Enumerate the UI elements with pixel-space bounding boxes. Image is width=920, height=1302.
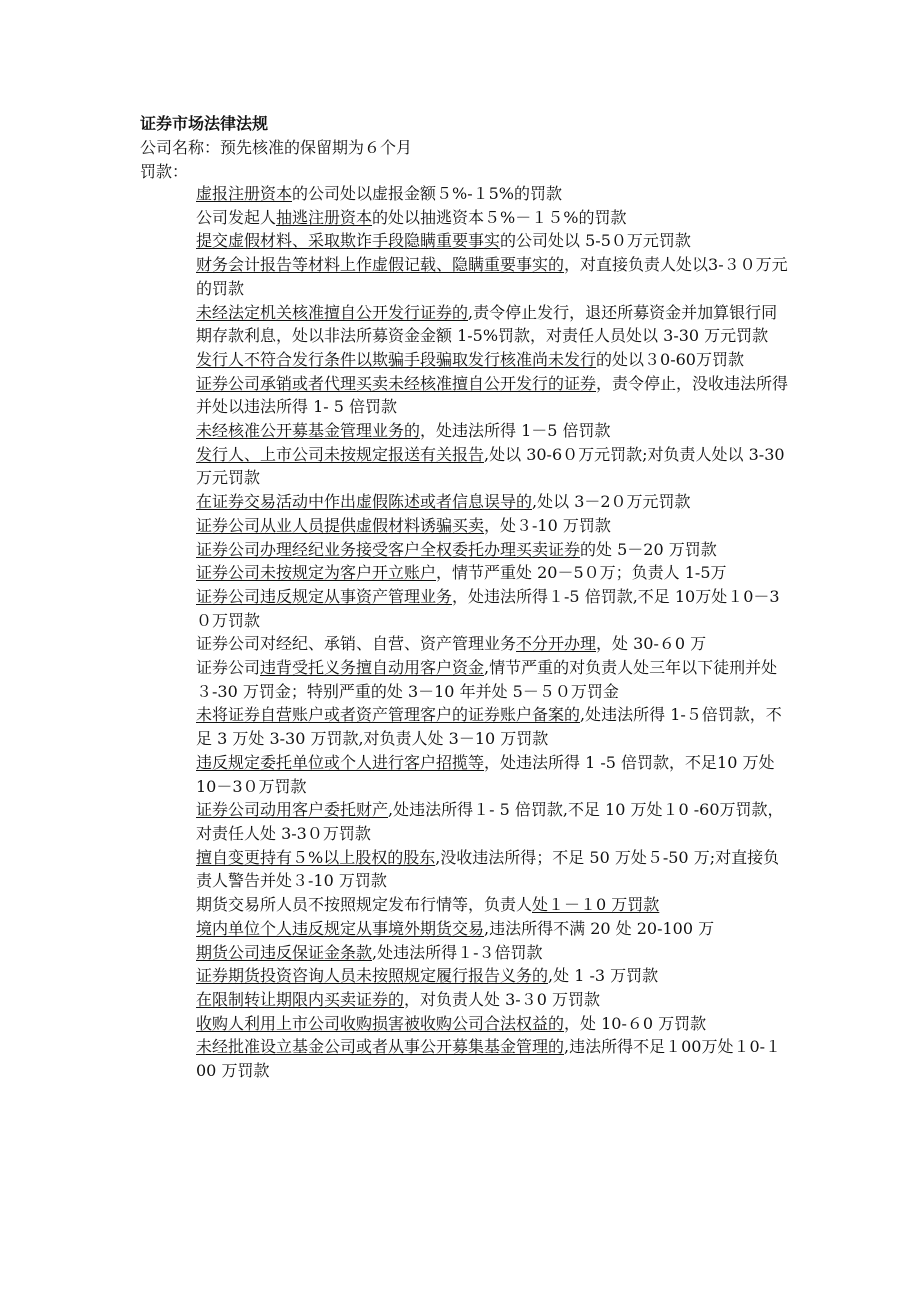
entry-violation: 期货公司违反保证金条款 — [196, 942, 373, 962]
entry-penalty: ,处违法所得１-３倍罚款 — [372, 942, 543, 962]
entry-violation: 证券公司未按规定为客户开立账户 — [196, 563, 437, 583]
entry-violation: 发行人、上市公司未按规定报送有关报告 — [196, 444, 485, 464]
entry-violation: 未将证券自营账户或者资产管理客户的证券账户备案的 — [196, 705, 581, 725]
fine-entry — [140, 703, 790, 750]
fine-entry — [140, 751, 790, 798]
entry-penalty: ,没收违法所得；不足 50 万处５-50 万;对直接负责人警告并处３-10 万罚款 — [196, 847, 780, 891]
fine-entry — [140, 443, 790, 490]
company-name-label: 公司名称： — [140, 138, 221, 157]
entry-violation: 未经核准公开募基金管理业务的 — [196, 421, 421, 441]
entry-violation: 收购人利用上市公司收购损害被收购公司合法权益的 — [196, 1013, 565, 1033]
fine-entry — [140, 253, 790, 300]
entry-penalty: ，处３-10 万罚款 — [484, 515, 611, 535]
fine-entry — [140, 964, 790, 988]
fine-entry — [140, 1012, 790, 1036]
entry-penalty: ,处以 30-6０万元罚款;对负责人处以 3-30 万元罚款 — [196, 444, 785, 488]
fine-entry — [140, 846, 790, 893]
entry-penalty: ,违法所得不足１00万处１0-１00 万罚款 — [196, 1037, 782, 1081]
entry-violation: 证券公司承销或者代理买卖未经核准擅自公开发行的证券 — [196, 373, 597, 393]
entry-penalty: ,处 1 -3 万罚款 — [548, 966, 659, 986]
entry-penalty: ，对负责人处 3-３0 万罚款 — [404, 989, 600, 1009]
entry-prefix: 证券公司对经纪、承销、自营、资产管理业务 — [196, 634, 517, 654]
entry-violation: 境内单位个人违反规定从事境外期货交易 — [196, 918, 485, 938]
fine-entry — [140, 372, 790, 419]
entry-prefix: 证券公司 — [196, 658, 261, 678]
entry-violation: 违背受托义务擅自动用客户资金 — [260, 658, 485, 678]
entry-violation: 证券公司办理经纪业务接受客户全权委托办理买卖证券 — [196, 539, 581, 559]
entry-penalty: ,违法所得不满 20 处 20-100 万 — [484, 918, 715, 938]
fine-entry — [140, 301, 790, 348]
entry-penalty: 的处以３0-60万罚款 — [596, 349, 744, 369]
entry-penalty: ,处以 3－2０万元罚款 — [532, 492, 691, 512]
entry-violation: 证券公司违反规定从事资产管理业务 — [196, 586, 453, 606]
entry-violation: 擅自变更持有５%以上股权的股东 — [196, 847, 436, 867]
company-name-line — [140, 136, 412, 160]
entry-violation: 在限制转让期限内买卖证券的 — [196, 989, 405, 1009]
entry-penalty: ,责令停止发行，退还所募资金并加算银行同期存款利息，处以非法所募资金金额 1-5%罚款，对责任人员处以 3-30 万元罚款 — [196, 302, 778, 346]
entry-violation: 证券公司动用客户委托财产 — [196, 800, 389, 820]
entry-violation: 提交虚假材料、采取欺诈手段隐瞒重要事实 — [196, 231, 501, 251]
entry-penalty: ，处 30-６0 万 — [596, 634, 707, 654]
entry-penalty: 的处 5－20 万罚款 — [580, 539, 717, 559]
entry-violation: 抽逃注册资本 — [276, 207, 373, 227]
entry-penalty: ，责令停止，没收违法所得并处以违法所得 1- 5 倍罚款 — [196, 373, 789, 417]
entry-penalty: ,处违法所得１- 5 倍罚款,不足 10 万处１0 -60万罚款，对责任人处 3-3０万罚款 — [196, 800, 784, 843]
entry-violation: 在证券交易活动中作出虚假陈述或者信息误导的 — [196, 492, 533, 512]
entry-violation: 处１－１0 万罚款 — [532, 895, 660, 915]
fine-entry — [140, 798, 790, 845]
entry-violation: 财务会计报告等材料上作虚假记载、隐瞒重要事实的 — [196, 255, 565, 275]
entry-prefix: 公司发起人 — [196, 207, 277, 227]
fine-entry — [140, 917, 790, 941]
entry-penalty: 的处以抽逃资本５%－１５%的罚款 — [372, 207, 627, 227]
fine-entry — [140, 490, 790, 514]
document-title: 证券市场法律法规 — [140, 114, 269, 133]
fine-entry — [140, 561, 790, 585]
entry-violation: 发行人不符合发行条件以欺骗手段骗取发行核准尚未发行 — [196, 349, 597, 369]
fine-entry — [140, 632, 790, 656]
fine-entry — [140, 656, 790, 703]
company-name-text: 预先核准的保留期为６个月 — [220, 138, 413, 157]
entry-penalty: ，处违法所得１-5 倍罚款,不足 10万处１0－3０万罚款 — [196, 586, 780, 630]
entry-violation: 证券公司从业人员提供虚假材料诱骗买卖 — [196, 515, 485, 535]
fine-entry — [140, 538, 790, 562]
fine-entry — [140, 988, 790, 1012]
fine-entry — [140, 348, 790, 372]
fine-entry — [140, 419, 790, 443]
entry-violation: 证券期货投资咨询人员未按照规定履行报告义务的 — [196, 966, 549, 986]
entry-penalty: ，情节严重处 20－5０万；负责人 1-5万 — [436, 563, 727, 583]
fine-entry — [140, 585, 790, 632]
entry-penalty: 的公司处以 5-5０万元罚款 — [500, 231, 691, 251]
fine-entry — [140, 893, 790, 917]
entry-violation: 虚报注册资本 — [196, 184, 293, 203]
entry-violation: 违反规定委托单位或个人进行客户招揽等 — [196, 752, 485, 772]
entry-prefix: 期货交易所人员不按照规定发布行情等，负责人 — [196, 895, 533, 915]
fine-entry — [140, 229, 790, 253]
entry-penalty: ,情节严重的对负责人处三年以下徒刑并处３-30 万罚金；特别严重的处 3－10 年并处 5－５０万罚金 — [196, 658, 778, 701]
fine-entry — [140, 1035, 790, 1082]
fine-entry — [140, 514, 790, 538]
entry-penalty: ，对直接负责人处以3-３０万元的罚款 — [196, 255, 788, 298]
fine-entry — [140, 941, 790, 965]
entry-violation: 未经法定机关核准擅自公开发行证券的 — [196, 302, 469, 322]
entry-penalty: ，处违法所得 1－5 倍罚款 — [420, 421, 611, 441]
entry-violation: 未经批准设立基金公司或者从事公开募集基金管理的 — [196, 1037, 565, 1057]
fines-label: 罚款： — [140, 162, 189, 181]
entry-violation: 不分开办理 — [516, 634, 597, 654]
entry-penalty: 的公司处以虚报金额５%-１5%的罚款 — [292, 184, 563, 203]
fine-entry — [140, 206, 790, 230]
fine-entry — [140, 182, 790, 206]
fines-list — [140, 182, 790, 1083]
entry-penalty: ,处违法所得 1-５倍罚款，不足 3 万处 3-30 万罚款,对负责人处 3－10 万罚款 — [196, 705, 782, 749]
entry-penalty: ，处违法所得 1 -5 倍罚款，不足10 万处 10－3０万罚款 — [196, 752, 775, 796]
entry-penalty: ，处 10-６0 万罚款 — [564, 1013, 707, 1033]
